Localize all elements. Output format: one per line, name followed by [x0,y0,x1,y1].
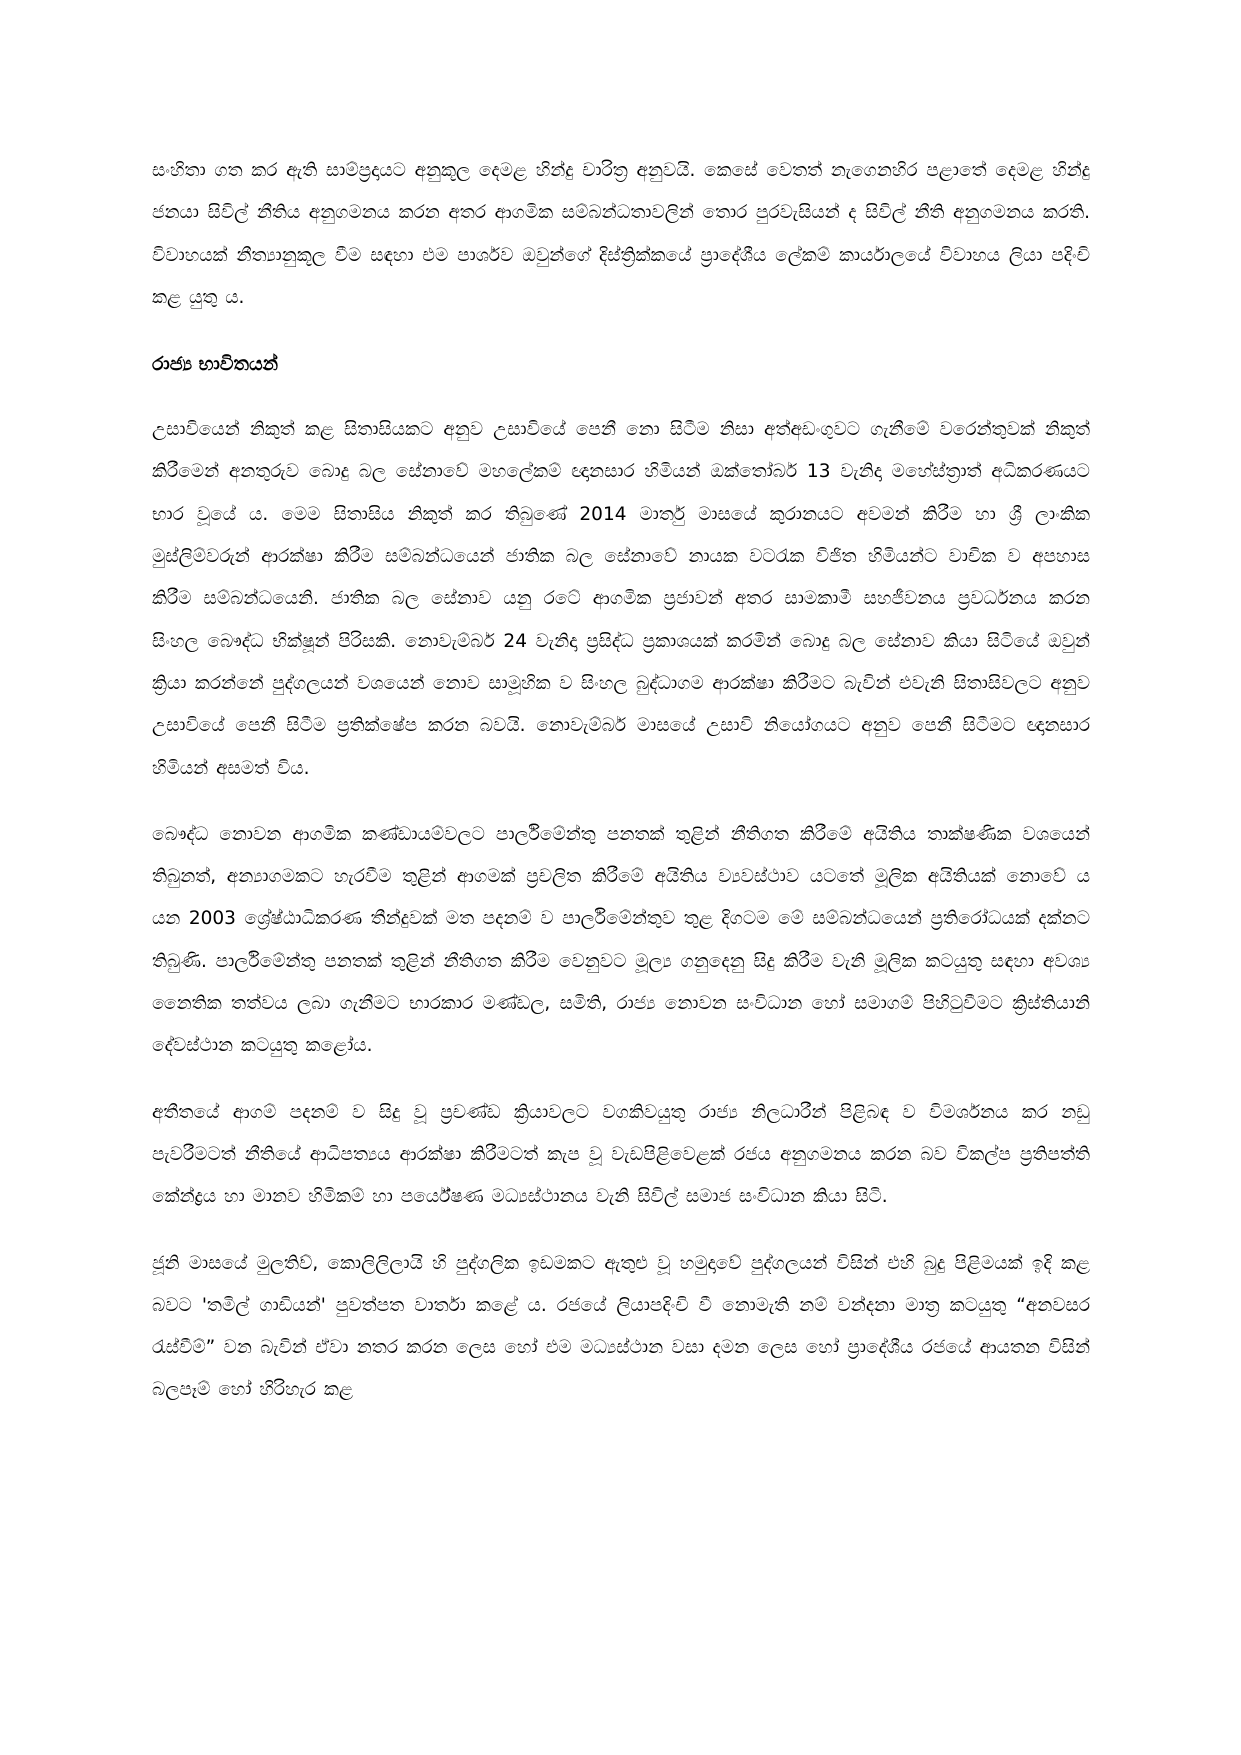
paragraph-1: සංහිතා ගත කර ඇති සාම්ප්‍රදායට අනුකූල දෙමළ හින්දු චාරිත්‍ර අනුවයි. කෙසේ වෙතත් නැගෙනහිර පළාතේ දෙමළ හින්දු ජනයා සිවිල් නීතිය අනුගමනය කරන අතර ආගමික සම්බන්ධතාවලින් තොර පුරවැසියන් ද සිවිල් නීති අනුගමනය කරති. විවාහයක් නීත්‍යානුකූල වීම සඳහා එම පාර්ශව ඔවුන්ගේ දිස්ත්‍රික්කයේ ප්‍රාදේශීය ලේකම් කාර්යාලයේ විවාහය ලියා පදිංචි කළ යුතු ය. [152,160,1090,308]
section-heading: රාජ්‍ය භාවිතයන් [152,353,279,376]
document-page [152,150,1090,1412]
paragraph-5: ජූනි මාසයේ මුලතිව්, කොලිලිලායි හි පුද්ගලික ඉඩමකට ඇතුළු වූ හමුදාවේ පුද්ගලයන් විසින් එහි බුදු පිළිමයක් ඉදි කළ බවට 'තමිල් ගාඩියන්' පුවත්පත වාර්තා කළේ ය. රජයේ ලියාපදිංචි වී නොමැති නම් වන්දනා මාත්‍ර කටයුතු “අනවසර රැස්වීම්” වන බැවින් ඒවා නතර කරන ලෙස හෝ එම මධ්‍යස්ථාන වසා දමන ලෙස හෝ ප්‍රාදේශීය රජයේ ආයතන විසින් බලපෑම් හෝ හිරිහැර කළ [152,1252,1090,1401]
spacer [152,385,1090,409]
paragraph-3: බෞද්ධ නොවන ආගමික කණ්ඩායම්වලට පාර්ලිමේන්තු පනතක් තුළින් නීතිගත කිරීමේ අයිතිය තාක්ෂණික වශයෙන් තිබුනත්, අන්‍යාගමකට හැරවීම තුළින් ආගමක් ප්‍රචලිත කිරීමේ අයිතිය ව්‍යවස්ථාව යටතේ මූලික අයිතියක් නොවේ ය යන 2003 ශ්‍රේෂ්ඨාධිකරණ තීන්දුවක් මත පදනම් ව පාර්ලිමේන්තුව තුළ දිගටම මේ සම්බන්ධයෙන් ප්‍රතිරෝධයක් දක්නට තිබුණි. පාර්ලිමේන්තු පනතක් තුළින් නීතිගත කිරීම වෙනුවට මූල්‍ය ගනුදෙනු සිදු කිරීම වැනි මූලික කටයුතු සඳහා අවශ්‍ය නෛතික තත්වය ලබා ගැනීමට භාරකාර මණ්ඩල, සමිති, රාජ්‍ය නොවන සංවිධාන හෝ සමාගම් පිහිටුවීමට ක්‍රිස්තියානි දේවස්ථාන කටයුතු කළෝය. [152,823,1090,1057]
paragraph-2: උසාවියෙන් නිකුත් කළ සිතාසියකට අනුව උසාවියේ පෙනී නො සිටීම නිසා අත්අඩංගුවට ගැනීමේ වරෙන්තුවක් නිකුත් කිරීමෙන් අනතුරුව බොදු බල සේනාවේ මහලේකම් ඥානසාර හිමියන් ඔක්තෝබර් 13 වැනිදා මහේස්ත්‍රාත් අධිකරණයට භාර වූයේ ය. මෙම සිතාසිය නිකුත් කර තිබුණේ 2014 මාර්තු මාසයේ කුරානයට අවමන් කිරීම හා ශ්‍රී ලාංකික මුස්ලිම්වරුන් ආරක්ෂා කිරීම සම්බන්ධයෙන් ජාතික බල සේනාවේ නායක වටරැක විජිත හිමියන්ට වාචික ව අපහාස කිරීම සම්බන්ධයෙනි. ජාතික බල සේනාව යනු රටේ ආගමික ප්‍රජාවන් අතර සාමකාමී සහජීවනය ප්‍රවර්ධනය කරන සිංහල බෞද්ධ භික්ෂූන් පිරිසකි. නොවැම්බර් 24 වැනිදා ප්‍රසිද්ධ ප්‍රකාශයක් කරමින් බොදු බල සේනාව කියා සිටියේ ඔවුන් ක්‍රියා කරන්නේ පුද්ගලයන් වශයෙන් නොව සාමූහික ව සිංහල බුද්ධාගම ආරක්ෂා කිරීමට බැවින් එවැනි සිතාසිවලට අනුව උසාවියේ පෙනී සිටීම ප්‍රතික්ෂේප කරන බවයි. නොවැම්බර් මාසයේ උසාවි නියෝගයට අනුව පෙනී සිටීමට ඥානසාර හිමියන් අසමත් විය. [152,419,1090,779]
spacer [152,790,1090,814]
spacer [152,1068,1090,1092]
spacer [152,1219,1090,1243]
spacer [152,319,1090,343]
paragraph-4: අතීතයේ ආගම් පදනම් ව සිදු වූ ප්‍රචණ්ඩ ක්‍රියාවලට වගකිවයුතු රාජ්‍ය නිලධාරීන් පිළිබඳ ව විමර්ශනය කර නඩු පැවරීමටත් නීතියේ ආධිපත්‍යය ආරක්ෂා කිරීමටත් කැප වූ වැඩපිළිවෙළක් රජය අනුගමනය කරන බව විකල්ප ප්‍රතිපත්ති කේන්ද්‍රය හා මානව හිමිකම් හා පර්යේෂණ මධ්‍යස්ථානය වැනි සිවිල් සමාජ සංවිධාන කියා සිටි. [152,1101,1090,1208]
